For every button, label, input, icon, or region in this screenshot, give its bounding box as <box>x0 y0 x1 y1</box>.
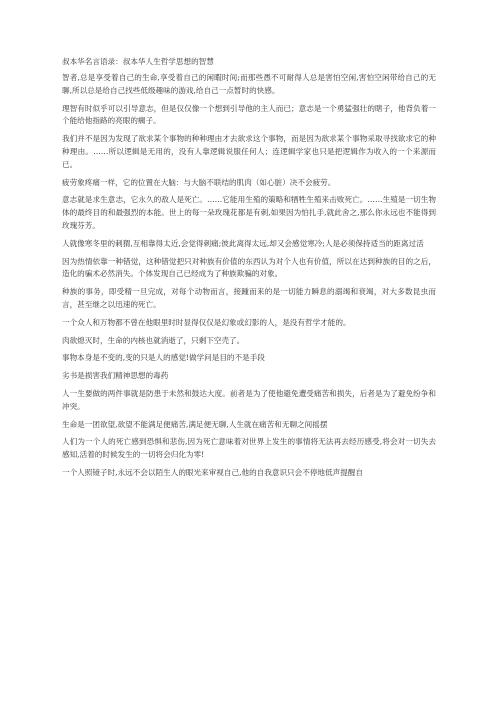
paragraph: 因为热情依靠一种错觉，这种错觉把只对种族有价值的东西认为对个人也有价值，所以在达到种族的目的之后，造化的骗术必然消失。个体发现自己已经成为了种族欺骗的对象。 <box>62 256 436 279</box>
paragraph: 智者,总是享受着自己的生命,享受着自己的闲暇时间;而那些愚不可耐得人总是害怕空闲,害怕空闲带给自己的无聊,所以总是给自己找些低级趣味的游戏,给自己一点暂时的快感。 <box>62 73 436 95</box>
document-title: 叔本华名言语录：叔本华人生哲学思想的智慧 <box>62 57 214 66</box>
paragraph: 种族的事务，即受精一旦完成，对每个动物而言，接踵而来的是一切能力瞬息的溺竭和衰竭，对大多数昆虫而言，甚至继之以迅速的死亡。 <box>62 287 436 309</box>
paragraph: 我们并不是因为发现了欲求某个事物的种种理由才去欲求这个事物，而是因为欲求某个事物采取寻找欲求它的种种理由。……所以逻辑是无用的，没有人靠逻辑说服任何人；连逻辑学家也只是把逻辑作为收入的一个来源而已。 <box>62 134 436 169</box>
paragraph: 疲劳象疼痛一样，它的位置在大脑：与大脑不联结的肌肉（如心脏）决不会疲劳。 <box>62 177 336 187</box>
paragraph: 肉欲熄灭时，生命的内核也就消逝了，只剩下空壳了。 <box>62 335 245 345</box>
paragraph: 劣书是损害我们精神思想的毒药 <box>62 371 169 381</box>
paragraph: 事物本身是不变的,变的只是人的感觉!做学问是目的不是手段 <box>62 353 265 363</box>
paragraph: 人一生要做的两件事就是防患于未然和鼓达大度。前者是为了使他避免遭受痛苦和损失，后者是为了避免纷争和冲突。 <box>62 388 436 411</box>
paragraph: 人就像寒冬里的刺猬,互相靠得太近,会觉得刺痛;彼此离得太远,却又会感觉寒冷;人是必须保持适当的距离过活 <box>62 238 424 248</box>
paragraph: 生命是一团欲望,欲望不能满足便痛苦,满足便无聊,人生就在痛苦和无聊之间摇摆 <box>62 419 328 429</box>
paragraph: 意志就是求生意志，它永久的敌人是死亡。……它能用生殖的策略和牺牲生殖来击败死亡。……生殖是一切生物体的最终目的和最强烈的本能。世上的每一朵玫瑰花都是有刺,如果因为怕扎手,就此舍之,那么你永远也不能得到玫瑰芬芳。 <box>62 195 436 230</box>
paragraph: 一个人照镜子时,永远不会以陌生人的眼光来审视自己,他的自我意识只会不停地低声提醒自 <box>62 467 363 477</box>
paragraph: 一个众人和万物都不曾在他眼里时时显得仅仅是幻象或幻影的人，是没有哲学才能的。 <box>62 317 351 327</box>
document-body <box>62 56 436 485</box>
paragraph: 人们为一个人的死亡感到恐惧和悲伤,因为死亡意味着对世界上发生的事情将无法再去经历感受,将会对一切失去感知,活着的时候发生的一切将会归化为零! <box>62 437 436 460</box>
paragraph: 理智有时似乎可以引导意志，但是仅仅像一个想到引导他的主人而已；意志是一个勇猛强壮的瞎子，他背负着一个能给他指路的亮眼的瘸子。 <box>62 103 436 126</box>
